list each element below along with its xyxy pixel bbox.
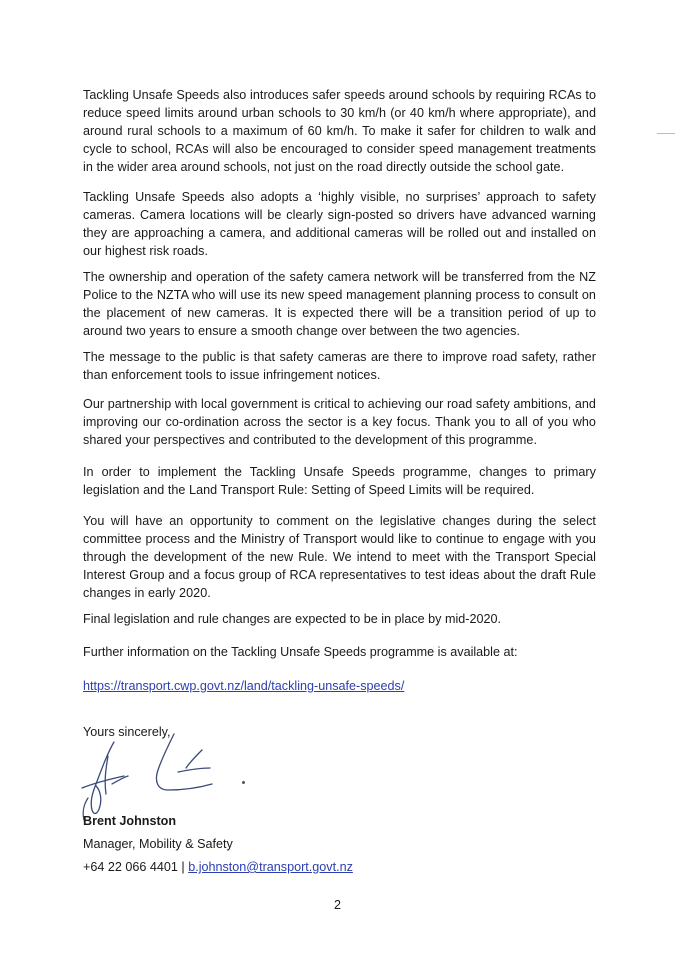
paragraph-consultation: You will have an opportunity to comment on the legislative changes during the select committee process and the Ministry of Transport would like to continue to engage with you through the development of the new Rule. We intend to meet with the Transport Special Interest Group and a focus group of RCA representatives to test ideas about the draft Rule changes in early 2020. xyxy=(83,514,596,600)
signer-email-link[interactable]: b.johnston@transport.govt.nz xyxy=(188,860,353,874)
contact-separator: | xyxy=(181,860,185,874)
page-number: 2 xyxy=(333,898,341,912)
programme-link[interactable]: https://transport.cwp.govt.nz/land/tackling-unsafe-speeds/ xyxy=(83,679,405,693)
paragraph-safety-cameras: Tackling Unsafe Speeds also adopts a ‘highly visible, no surprises’ approach to safety cameras. Camera locations will be clearly sign-posted so drivers have advanced warning they are approaching a camera, and additional cameras will be rolled out and installed on our highest risk roads. xyxy=(83,190,596,258)
paragraph-implementation: In order to implement the Tackling Unsafe Speeds programme, changes to primary legislation and the Land Transport Rule: Setting of Speed Limits will be required. xyxy=(83,465,596,497)
closing-salutation: Yours sincerely, xyxy=(83,725,171,739)
signer-title: Manager, Mobility & Safety xyxy=(83,837,233,851)
paragraph-public-message: The message to the public is that safety cameras are there to improve road safety, rather than enforcement tools to issue infringement notices. xyxy=(83,350,596,382)
paragraph-further-info: Further information on the Tackling Unsafe Speeds programme is available at: xyxy=(83,645,518,659)
paragraph-partnership: Our partnership with local government is critical to achieving our road safety ambitions, and improving our co-ordination across the sector is a key focus. Thank you to all of you who shared your perspectives and contributed to the development of this programme. xyxy=(83,397,596,447)
paragraph-school-speeds: Tackling Unsafe Speeds also introduces safer speeds around schools by requiring RCAs to reduce speed limits around urban schools to 30 km/h (or 40 km/h where appropriate), and around rural schools to a maximum of 60 km/h. To make it safer for children to walk and cycle to school, RCAs will also be encouraged to consider speed management treatments in the wider area around schools, not just on the road directly outside the school gate. xyxy=(83,88,596,174)
signer-name: Brent Johnston xyxy=(83,814,177,828)
signer-phone: +64 22 066 4401 xyxy=(83,860,178,874)
link-line xyxy=(83,677,404,695)
ink-dot xyxy=(242,781,245,784)
paragraph-final-legislation: Final legislation and rule changes are expected to be in place by mid-2020. xyxy=(83,612,501,626)
signer-contact xyxy=(83,858,353,876)
paragraph-camera-ownership: The ownership and operation of the safety camera network will be transferred from the NZ Police to the NZTA who will use its new speed management planning process to consult on the placement of new cameras. It is expected there will be a transition period of up to around two years to ensure a smooth change over between the two agencies. xyxy=(83,270,596,338)
margin-mark xyxy=(657,133,675,134)
